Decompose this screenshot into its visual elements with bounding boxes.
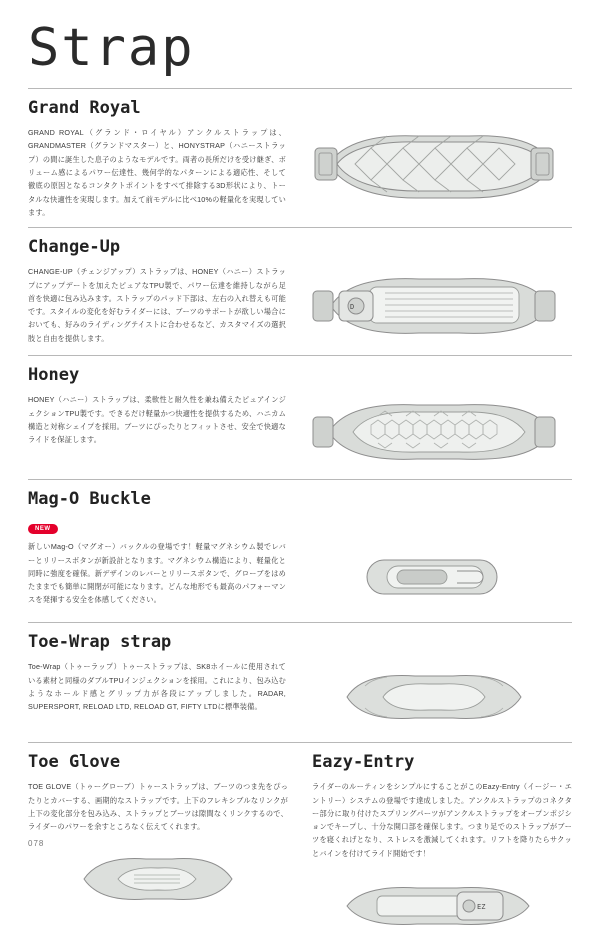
section-toe-wrap-strap	[28, 623, 572, 742]
svg-text:EZ: EZ	[477, 903, 486, 912]
section-honey	[28, 356, 572, 479]
section-heading: Mag-O Buckle	[28, 489, 151, 510]
section-body-text: TOE GLOVE（トゥーグローブ）トゥーストラップは、ブーツのつま先をぴったりとカバーする、画期的なストラップです。上下のフレキシブルなリンクが上下の変化部分を包み込み、ストラップとブーツは隙間なくリンクするので、ライダーのパワーを余すところなく伝えてくれます。	[28, 782, 288, 832]
section-heading: Change-Up	[28, 237, 121, 258]
honey-strap-illustration	[296, 393, 572, 471]
section-heading: Grand Royal	[28, 98, 141, 118]
section-mag-o-buckle	[28, 480, 572, 622]
page	[0, 18, 600, 912]
bottom-columns	[28, 743, 572, 942]
toe-glove-illustration	[28, 843, 288, 915]
change-up-strap-illustration	[296, 265, 572, 347]
section-heading: Honey	[28, 365, 80, 386]
section-eazy-entry	[312, 752, 572, 942]
section-heading: Toe Glove	[28, 752, 121, 773]
section-body-text: Toe-Wrap（トゥーラップ）トゥーストラップは、SK8ホイールに使用されている素材と同様のダブルTPUインジェクションを採用。これにより、包み込むようなホールド感とグリップ力が各段にアップしました。RADAR, SUPERSPORT, RELOAD LTD, RELOAD GT, FIFTY LTDに標準装備。	[28, 662, 287, 712]
section-body-text: GRAND ROYAL（グランド・ロイヤル）アンクルストラップは、GRANDMASTER（グランドマスター）と、HONYSTRAP（ハニーストラップ）の間に誕生した息子のようなモデルです。両者の長所だけを受け継ぎ、ボリューム感によるパワー伝達性、幾何学的なパターンによる適応性、そして徹底の原因となるコンタクトポイントをすべて排除する3D形状により、トータルな快適性を実現します。加えて前モデルに比べ10%の軽量化を実現しています。	[28, 128, 286, 217]
page-number: 078	[28, 839, 45, 848]
grand-royal-strap-illustration	[296, 126, 572, 212]
section-heading: Eazy-Entry	[312, 752, 415, 773]
section-body-text: ライダーのルーティンをシンプルにすることがこのEazy-Entry（イージー・エントリー）システムの登場です達成しました。アンクルストラップのコネクター部分に取り付けたスプリングパーツがアンクルストラップをオープンポジションでキープし、十分な開口部を確保します。つまり足でのストラップがブーツを寝くれげとなり、ストレスを激減してくれます。リフトを降りたらサクッとバインを付けてライド開始です！	[312, 782, 572, 858]
page-title: Strap	[28, 18, 195, 78]
section-toe-glove	[28, 752, 288, 942]
section-change-up	[28, 228, 572, 355]
section-grand-royal	[28, 89, 572, 227]
svg-text:D: D	[350, 303, 355, 312]
mag-o-buckle-illustration	[296, 540, 572, 614]
section-body-text: HONEY（ハニー）ストラップは、柔軟性と耐久性を兼ね備えたピュアインジェクションTPU製です。できるだけ軽量かつ快適性を提供するため、ハニカム構造と対称シェイプを採用。ブーツにぴったりとフィットさせ、安全で快適なライドを保証します。	[28, 395, 286, 445]
section-body-text: CHANGE-UP（チェンジアップ）ストラップは、HONEY（ハニー）ストラップにアップデートを加えたピュアなTPU製で、パワー伝達を維持しながら足首を快適に包み込みます。ストラップのパッド下部は、左右の入れ替えも可能です。スタイルの変化を好むライダーには、ブーツのサポートが欲しい場合においても、好みのライディングテイストに合わせるなど、カスタマイズの選択肢と自由を提供します。	[28, 267, 286, 343]
status-badge: NEW	[28, 524, 58, 534]
section-body-text: 新しいMag-O（マグオー）バックルの登場です！軽量マグネシウム製でレバーとリリースボタンが新設計となります。マグネシウム構造により、軽量化と同時に強度を確保。新デザインのレバーとリリースボタンで、グローブをはめたままでも簡単に開閉が可能になります。どんな地形でも最高のパフォーマンスを発揮する安全を体感してください。	[28, 542, 286, 605]
section-heading: Toe-Wrap strap	[28, 632, 172, 653]
toe-wrap-strap-illustration	[296, 660, 572, 734]
eazy-entry-illustration	[312, 870, 572, 942]
